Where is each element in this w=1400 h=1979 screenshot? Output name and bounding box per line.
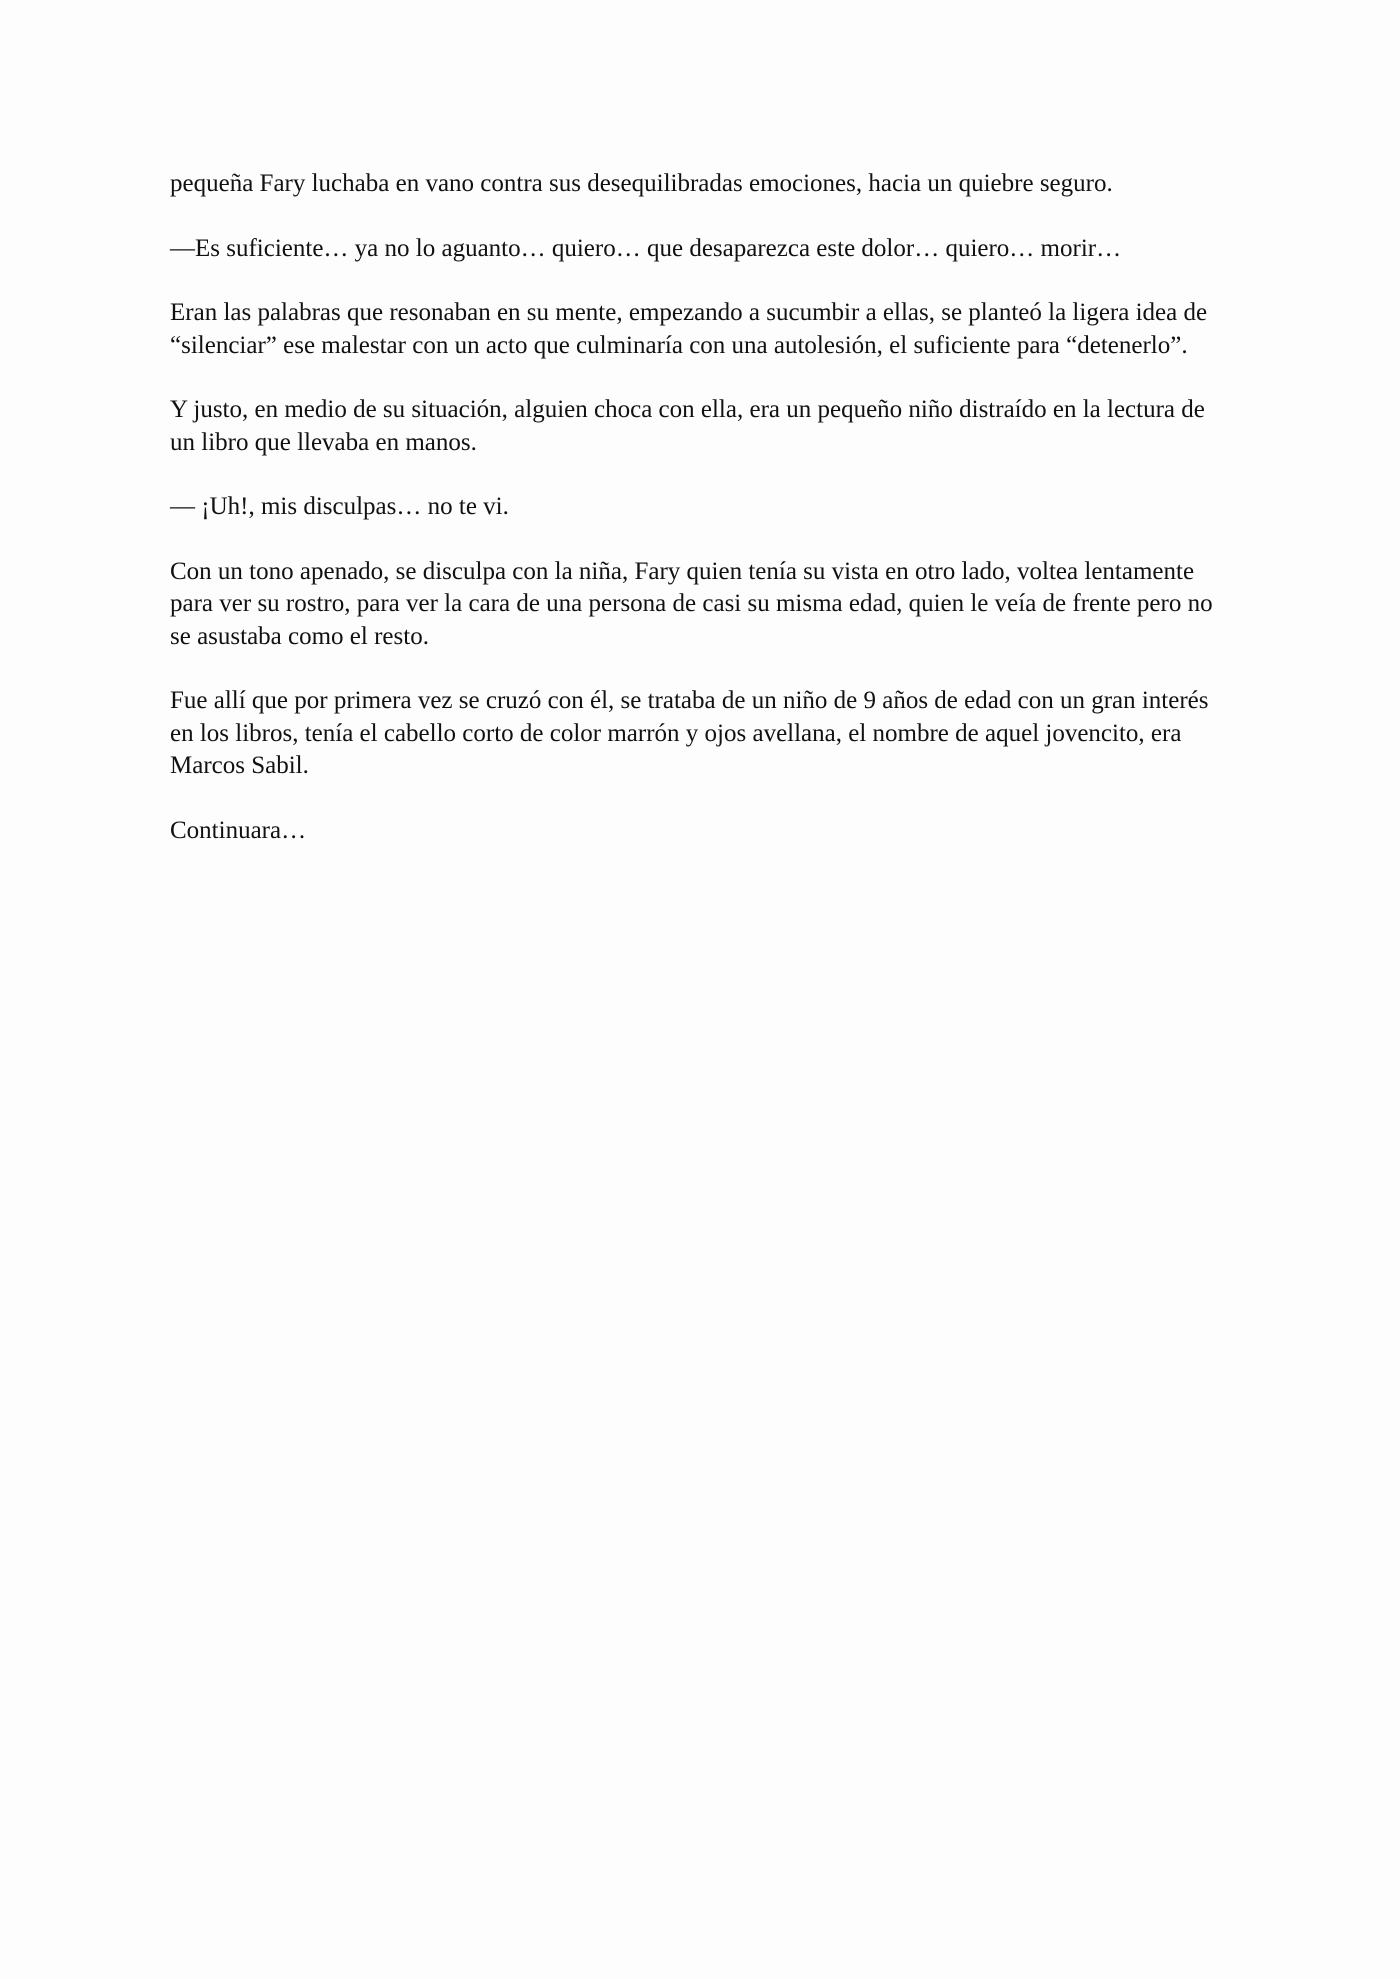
paragraph-1: pequeña Fary luchaba en vano contra sus desequilibradas emociones, hacia un quiebre seguro.	[170, 170, 1113, 197]
paragraph-7: Fue allí que por primera vez se cruzó con él, se trataba de un niño de 9 años de edad con un gran interés en los libros, tenía el cabello corto de color marrón y ojos avellana, el nombre de aquel jovencito, era Marcos Sabil.	[170, 687, 1209, 779]
paragraph-2: —Es suficiente… ya no lo aguanto… quiero… que desaparezca este dolor… quiero… morir…	[170, 234, 1122, 262]
paragraph-8: Continuara…	[170, 816, 307, 844]
paragraph-6: Con un tono apenado, se disculpa con la niña, Fary quien tenía su vista en otro lado, voltea lentamente para ver su rostro, para ver la cara de una persona de casi su misma edad, quien le veía de frente pero no se asustaba como el resto.	[170, 557, 1213, 650]
paragraph-5: — ¡Uh!, mis disculpas… no te vi.	[170, 493, 509, 520]
paragraph-3: Eran las palabras que resonaban en su mente, empezando a sucumbir a ellas, se planteó la ligera idea de “silenciar” ese malestar con un acto que culminaría con una autolesión, el suficiente para “detenerlo”.	[170, 299, 1208, 359]
paragraph-4: Y justo, en medio de su situación, alguien choca con ella, era un pequeño niño distraído en la lectura de un libro que llevaba en manos.	[170, 396, 1205, 456]
document-body	[170, 168, 1230, 879]
